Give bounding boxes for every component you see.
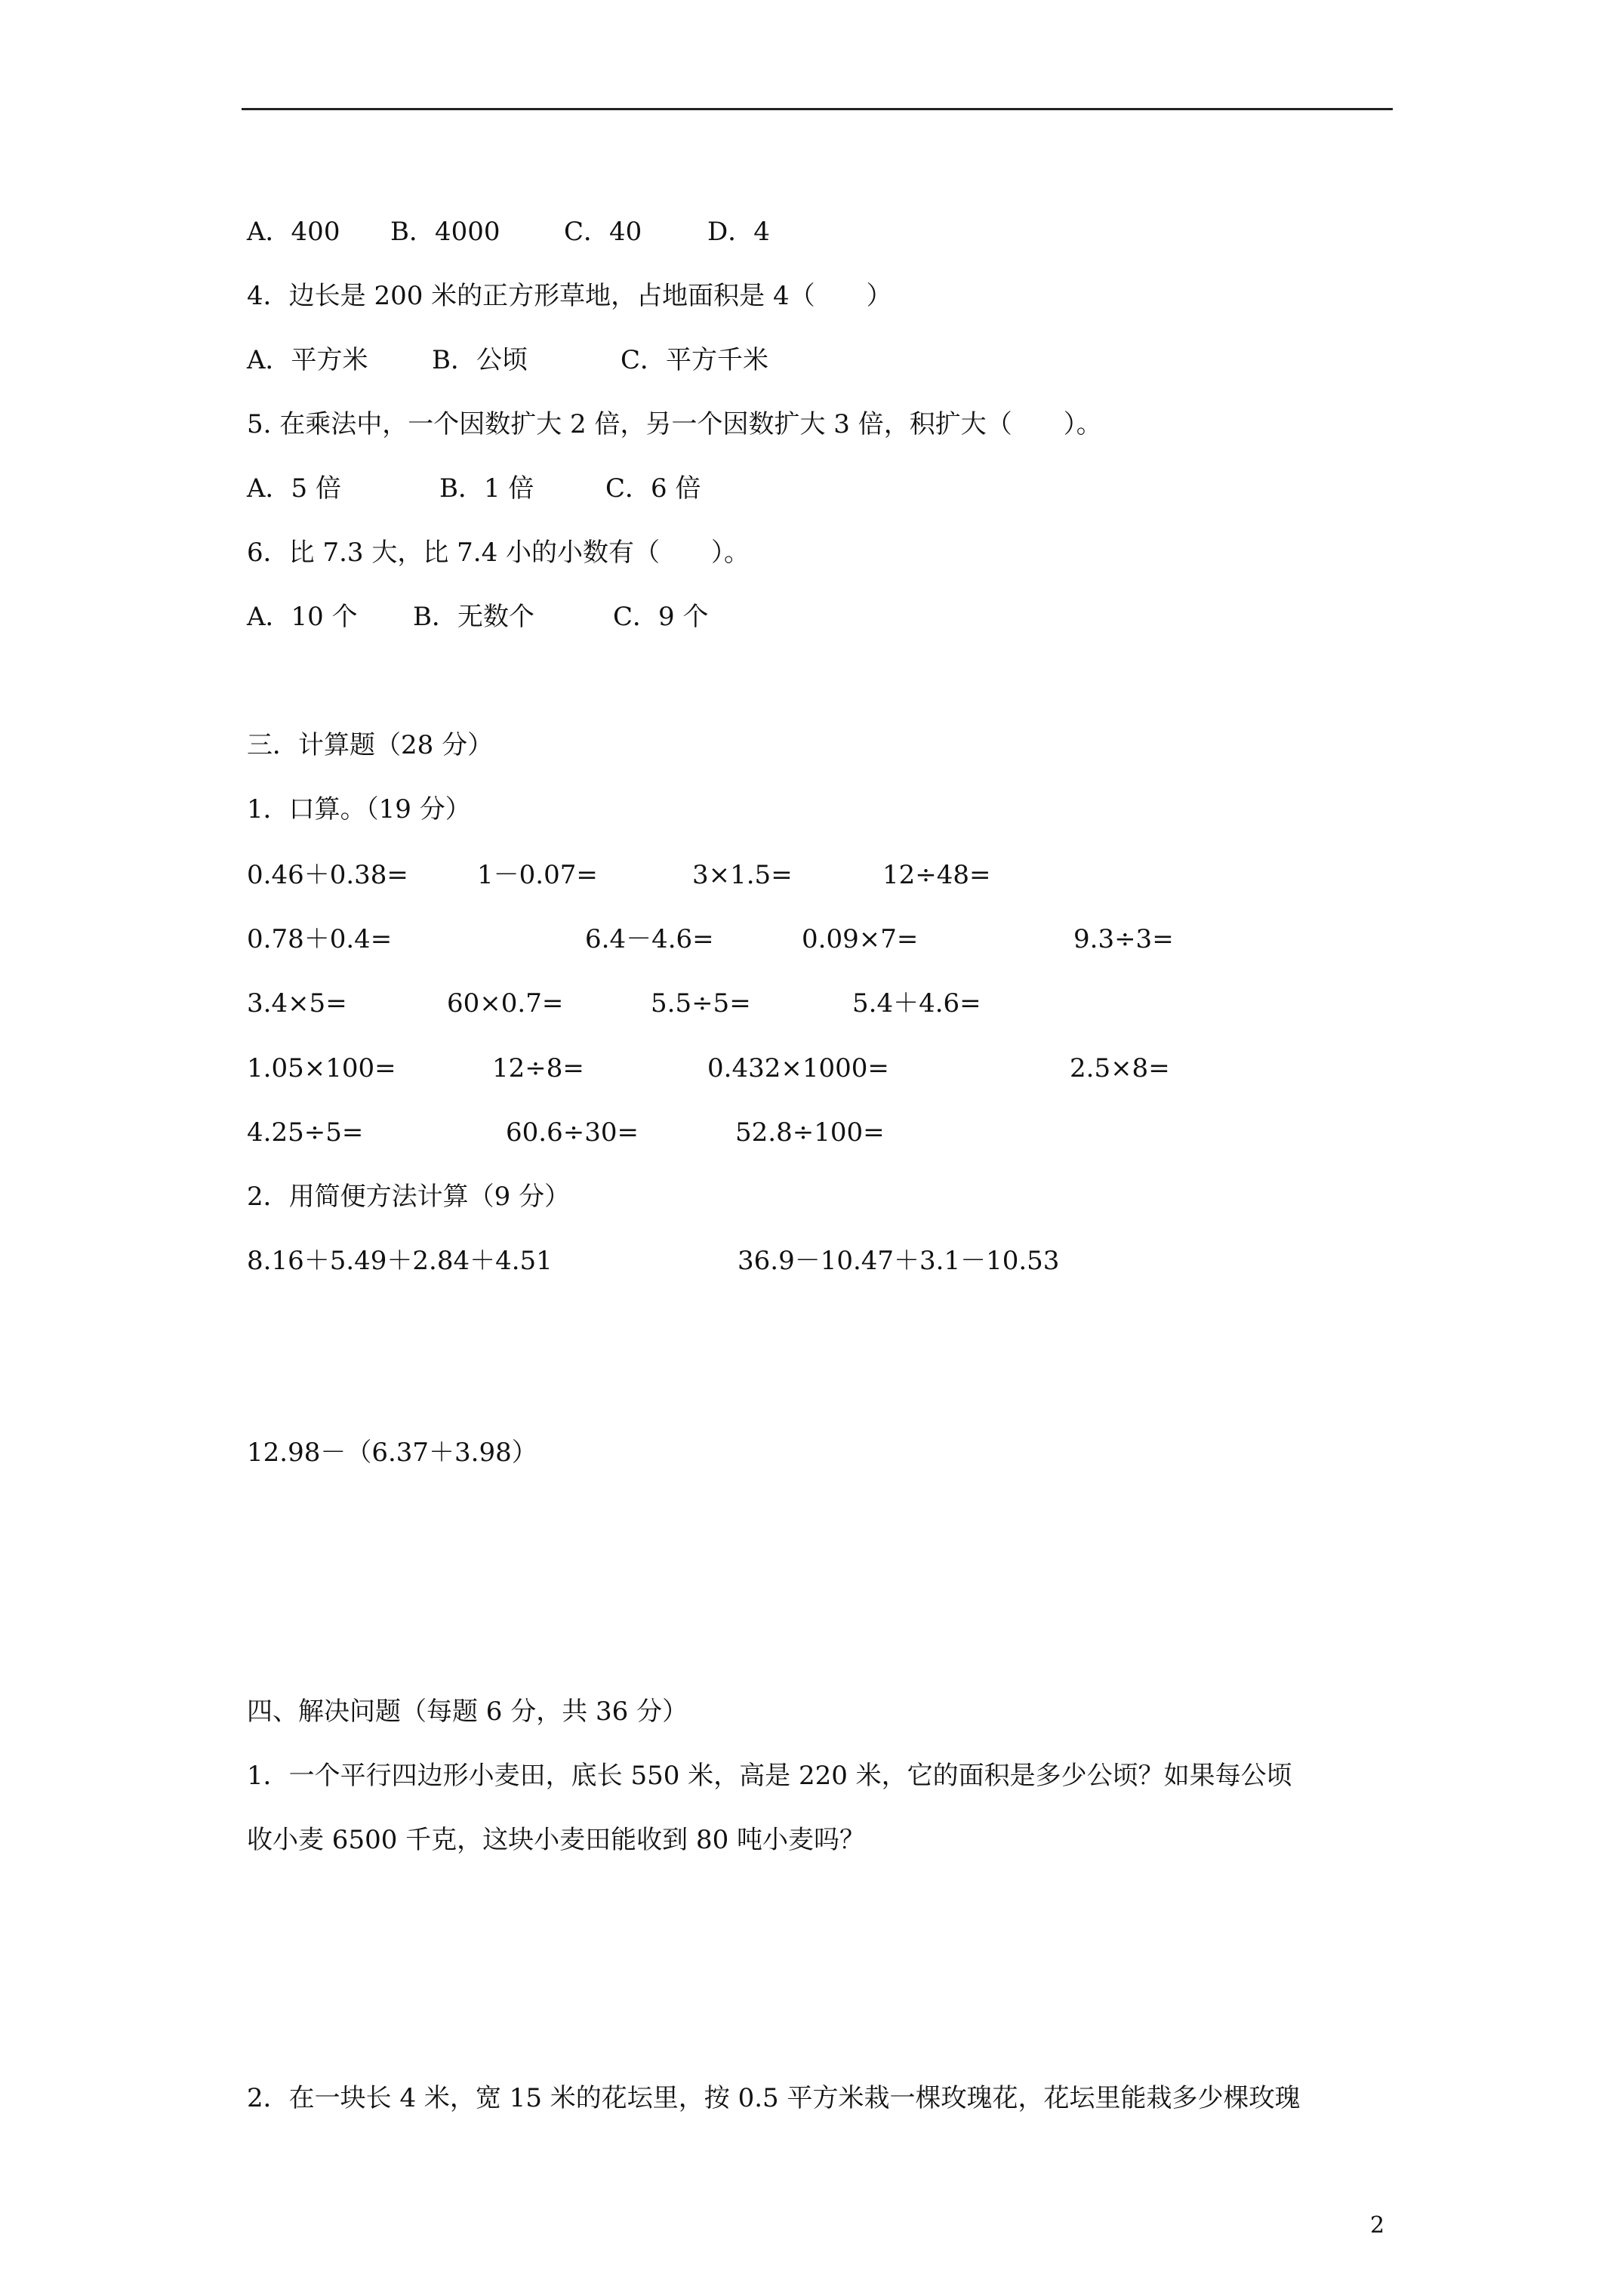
oral-item: 1－0.07=	[477, 860, 598, 890]
q3-option-a: A．400	[247, 217, 340, 247]
problem-1-line-1: 1．一个平行四边形小麦田，底长 550 米，高是 220 米，它的面积是多少公顷？如果每公顷	[247, 1761, 1292, 1791]
q4-option-c: C．平方千米	[621, 345, 769, 375]
oral-item: 5.5÷5=	[651, 988, 751, 1019]
q6-text: 6．比 7.3 大，比 7.4 小的小数有（ ）。	[247, 538, 750, 568]
section4-heading: 四、解决问题（每题 6 分，共 36 分）	[247, 1697, 688, 1727]
q4-text: 4．边长是 200 米的正方形草地，占地面积是 4（ ）	[247, 281, 892, 311]
oral-item: 0.09×7=	[802, 924, 919, 954]
oral-item: 2.5×8=	[1070, 1053, 1170, 1083]
problem-2-line-1: 2．在一块长 4 米，宽 15 米的花坛里，按 0.5 平方米栽一棵玫瑰花，花坛里能栽多少棵玫瑰	[247, 2083, 1301, 2113]
simple-calc-item: 8.16＋5.49＋2.84＋4.51	[247, 1246, 553, 1276]
oral-item: 52.8÷100=	[735, 1117, 885, 1148]
q5-option-b: B．1 倍	[439, 473, 534, 504]
q5-option-c: C．6 倍	[605, 473, 701, 504]
oral-item: 5.4＋4.6=	[852, 988, 981, 1019]
q4-option-b: B．公顷	[432, 345, 528, 375]
oral-item: 6.4－4.6=	[585, 924, 714, 954]
section3-heading: 三．计算题（28 分）	[247, 730, 494, 760]
q3-option-b: B．4000	[390, 217, 500, 247]
oral-calc-heading: 1．口算。（19 分）	[247, 794, 471, 824]
oral-item: 9.3÷3=	[1073, 924, 1174, 954]
q6-option-a: A．10 个	[247, 602, 358, 632]
simple-calc-heading: 2．用简便方法计算（9 分）	[247, 1182, 571, 1212]
oral-item: 0.432×1000=	[707, 1053, 889, 1083]
page-number: 2	[1370, 2212, 1385, 2239]
q5-text: 5. 在乘法中，一个因数扩大 2 倍，另一个因数扩大 3 倍，积扩大（ ）。	[247, 409, 1102, 439]
simple-calc-item: 12.98－（6.37＋3.98）	[247, 1438, 537, 1468]
oral-item: 60.6÷30=	[506, 1117, 639, 1148]
oral-item: 4.25÷5=	[247, 1117, 364, 1148]
q3-option-d: D．4	[707, 217, 770, 247]
simple-calc-item: 36.9－10.47＋3.1－10.53	[738, 1246, 1060, 1276]
oral-item: 3.4×5=	[247, 988, 347, 1019]
oral-item: 12÷48=	[882, 860, 991, 890]
oral-item: 12÷8=	[492, 1053, 584, 1083]
problem-1-line-2: 收小麦 6500 千克，这块小麦田能收到 80 吨小麦吗？	[247, 1825, 866, 1855]
q3-option-c: C．40	[564, 217, 642, 247]
q4-option-a: A．平方米	[247, 345, 368, 375]
oral-item: 3×1.5=	[692, 860, 793, 890]
oral-item: 0.78＋0.4=	[247, 924, 393, 954]
oral-item: 60×0.7=	[447, 988, 564, 1019]
oral-item: 1.05×100=	[247, 1053, 396, 1083]
q5-option-a: A．5 倍	[247, 473, 341, 504]
header-rule	[242, 108, 1393, 110]
q6-option-c: C．9 个	[613, 602, 709, 632]
q6-option-b: B．无数个	[413, 602, 534, 632]
oral-item: 0.46＋0.38=	[247, 860, 408, 890]
